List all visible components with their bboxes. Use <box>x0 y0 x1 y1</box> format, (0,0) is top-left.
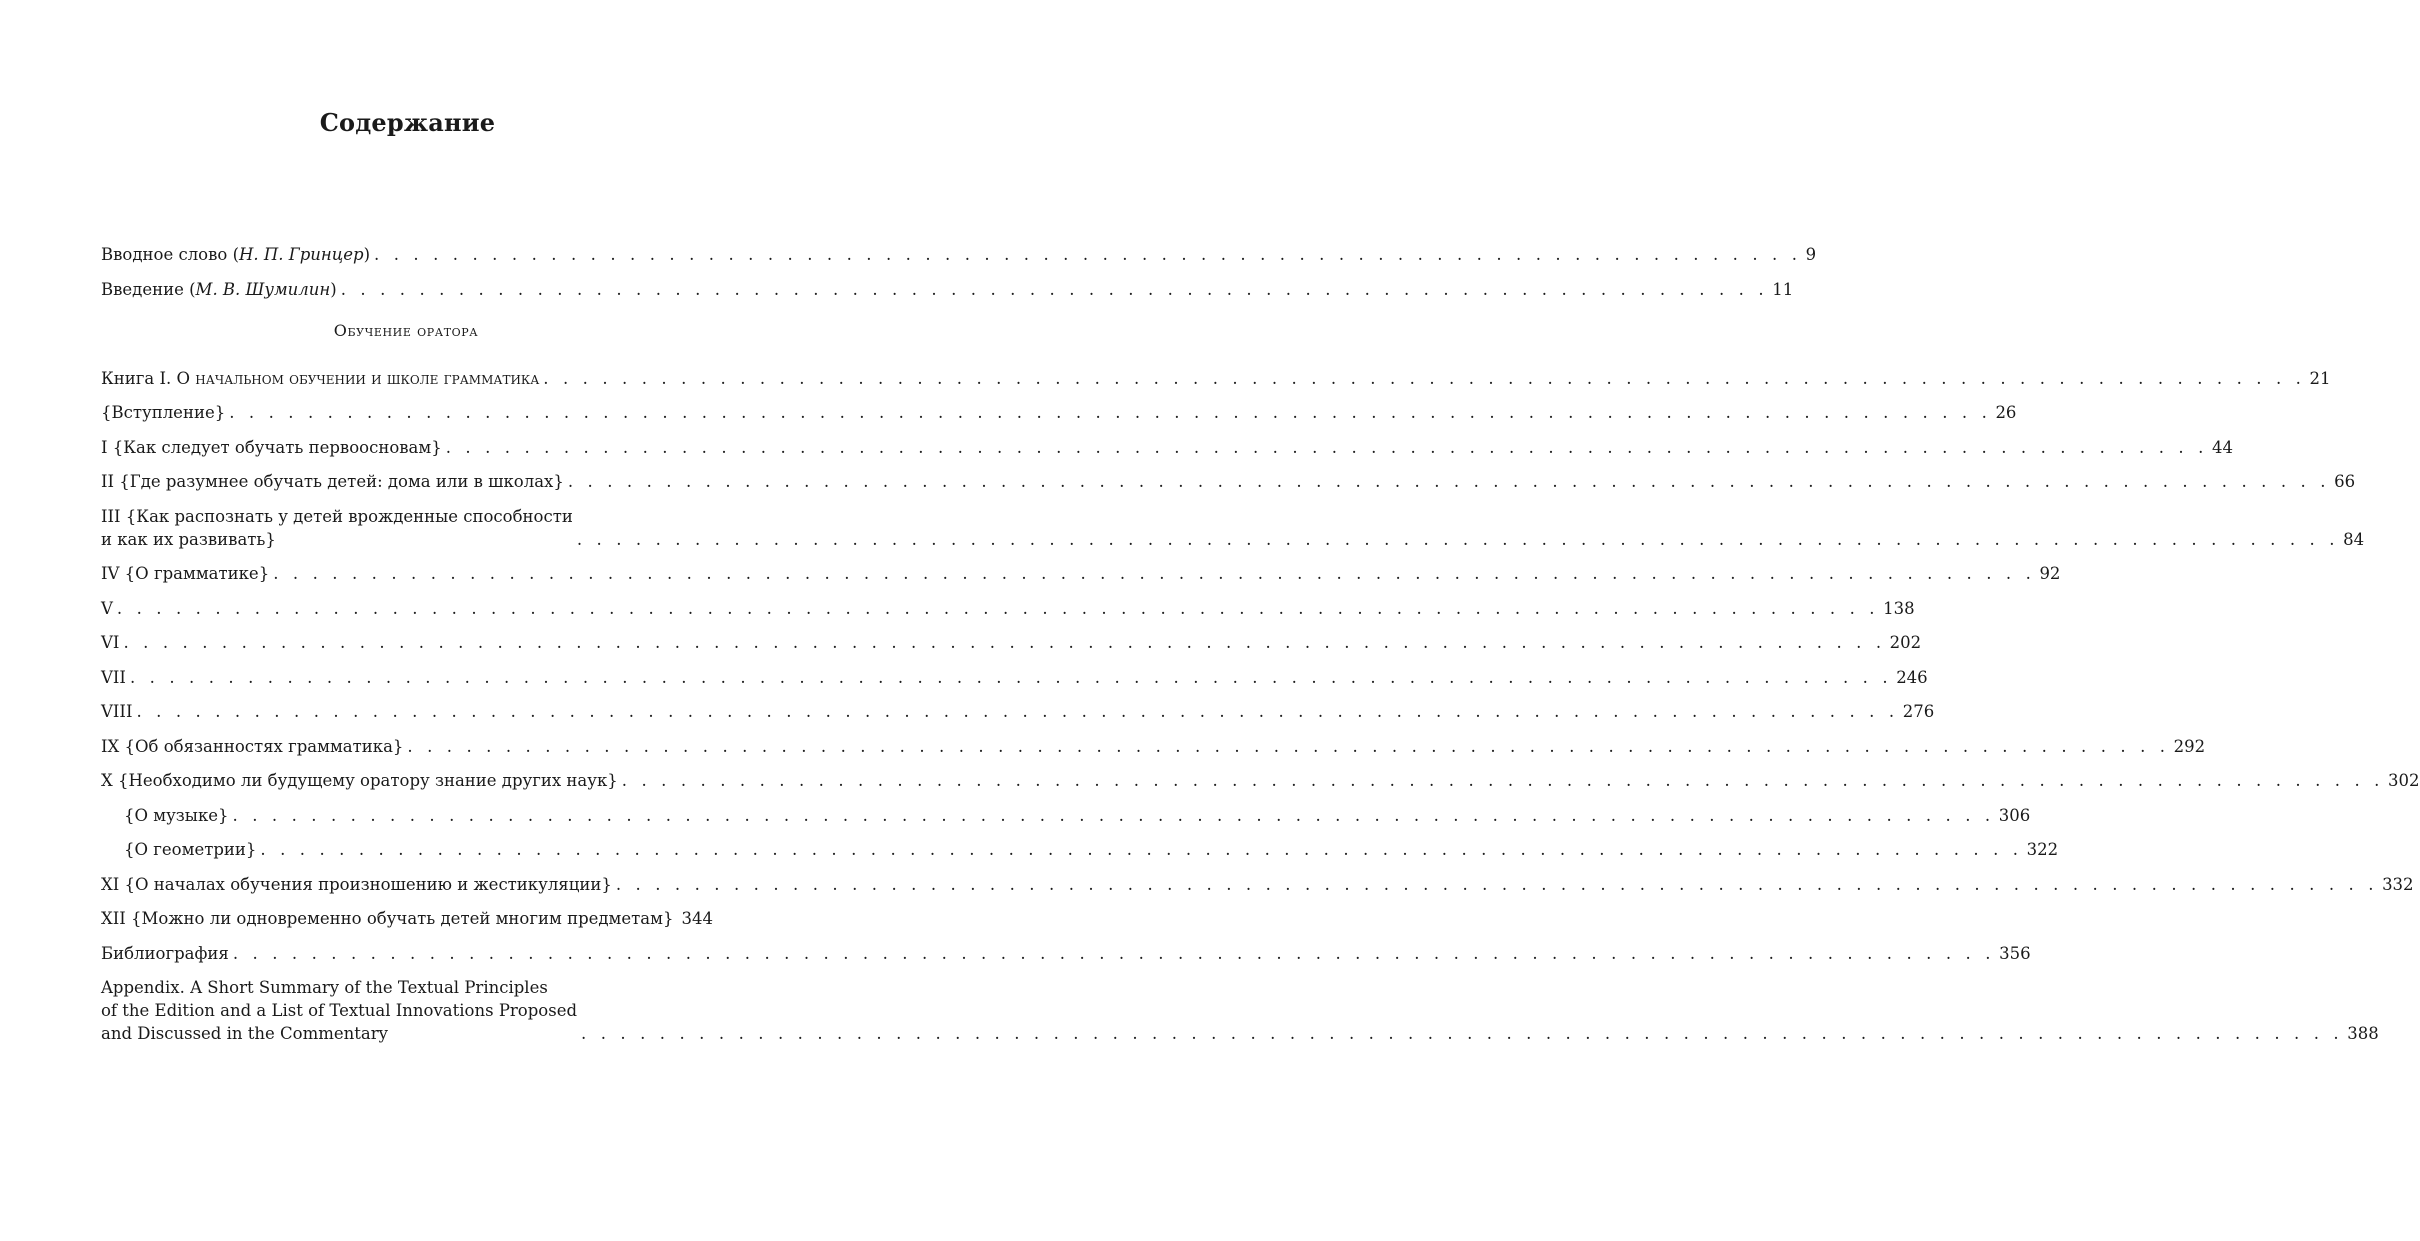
toc-entry-introduction[interactable] <box>101 278 1794 301</box>
toc-entry-page: 344 <box>681 909 713 928</box>
toc-entry-page: 84 <box>2343 529 2365 549</box>
toc-entry-page: 322 <box>2026 840 2059 859</box>
toc-entry[interactable] <box>101 976 2379 1045</box>
table-of-contents <box>101 243 2420 1057</box>
toc-entry-page: 44 <box>2211 437 2233 457</box>
toc-entry-page: 292 <box>2173 736 2206 756</box>
leader-dots: . . . . . . . . . . . . . . . . . . . . . . . . . . . . . . . . . . . . . . . . . . . . . . . . . . . . . . . . . . . . . . . . . . . . . . . . . . . . . . . . . . . . . . . . . . <box>273 564 2036 583</box>
toc-entry-label: Книга I. О начальном обучении и школе грамматика <box>101 368 540 388</box>
toc-entries <box>101 367 2420 1046</box>
toc-entry-label: I {Как следует обучать первоосновам} <box>101 437 442 457</box>
toc-entry[interactable] <box>101 367 2331 390</box>
leader-dots: . . . . . . . . . . . . . . . . . . . . . . . . . . . . . . . . . . . . . . . . . . . . . . . . . . . . . . . . . . . . . . . . . . . . . . . . . <box>374 245 1802 264</box>
toc-entry[interactable] <box>101 505 2365 551</box>
toc-entry-label: VIII <box>101 702 133 721</box>
toc-entry[interactable] <box>101 838 2059 861</box>
leader-dots: . . . . . . . . . . . . . . . . . . . . . . . . . . . . . . . . . . . . . . . . . . . . . . . . . . . . . . . . . . . . . . . . . . . . . . . . . . . . . . . . . . . . . . . . . . <box>621 771 2385 790</box>
toc-entry-page: 138 <box>1883 598 1915 618</box>
toc-entry-label: {Вступление} <box>101 403 226 422</box>
toc-entry[interactable] <box>101 666 1928 689</box>
leader-dots: . . . . . . . . . . . . . . . . . . . . . . . . . . . . . . . . . . . . . . . . . . . . . . . . . . . . . . . . . . . . . . . . . . . . . . . . . . . . . . . . . . . . . . . . . . <box>581 1024 2344 1043</box>
toc-entry[interactable] <box>101 804 2031 827</box>
toc-entry[interactable] <box>101 907 711 930</box>
toc-entry-page: 302 <box>2388 771 2420 790</box>
toc-entry-label: Библиография <box>101 943 229 963</box>
toc-entry-label: XII {Можно ли одновременно обучать детей многим предметам} <box>101 909 674 928</box>
toc-entry-page: 356 <box>1999 943 2031 963</box>
toc-entry-page: 21 <box>2309 368 2331 388</box>
toc-entry-label: VI <box>101 633 120 652</box>
toc-entry[interactable] <box>101 873 2414 896</box>
leader-dots: . . . . . . . . . . . . . . . . . . . . . . . . . . . . . . . . . . . . . . . . . . . . . . . . . . . . . . . . . . . . . . . . . . . . . . . . . . . . . . . . . . . . . . . . . . <box>136 702 1899 721</box>
toc-entry-page: 9 <box>1805 245 1817 264</box>
toc-entry-label: X {Необходимо ли будущему оратору знание других наук} <box>101 771 618 790</box>
toc-entry-label: {О музыке} <box>124 805 229 825</box>
leader-dots: . . . . . . . . . . . . . . . . . . . . . . . . . . . . . . . . . . . . . . . . . . . . . . . . . . . . . . . . . . . . . . . . . . . . . . . . . . . . . . . . . . . . . . . . . . <box>232 943 1996 963</box>
toc-entry[interactable] <box>101 597 1915 620</box>
toc-entry[interactable] <box>101 769 2420 792</box>
toc-entry-page: 332 <box>2382 874 2414 894</box>
leader-dots: . . . . . . . . . . . . . . . . . . . . . . . . . . . . . . . . . . . . . . . . . . . . . . . . . . . . . . . . . . . . . . . . . . . . . . . . . . . . . . . . . . . . . . . . . . <box>116 598 1880 618</box>
toc-entry[interactable] <box>101 631 1922 654</box>
toc-entry-page: 92 <box>2039 564 2061 583</box>
leader-dots: . . . . . . . . . . . . . . . . . . . . . . . . . . . . . . . . . . . . . . . . . . . . . . . . . . . . . . . . . . . . . . . . . . . . . . . . . . . . . . . . . . . . . . . . . . <box>129 667 1893 687</box>
toc-entry-label: {О геометрии} <box>124 840 257 859</box>
leader-dots: . . . . . . . . . . . . . . . . . . . . . . . . . . . . . . . . . . . . . . . . . . . . . . . . . . . . . . . . . . . . . . . . . . . . . . . . . . . . . . . . . . . . . . . . . . <box>260 840 2023 859</box>
toc-entry-page: 306 <box>1998 805 2031 825</box>
toc-entry-label: II {Где разумнее обучать детей: дома или в школах} <box>101 472 564 491</box>
toc-entry-page: 26 <box>1995 403 2017 422</box>
toc-entry-label: Вводное слово (Н. П. Гринцер) <box>101 245 371 264</box>
toc-entry-page: 388 <box>2347 1024 2379 1043</box>
toc-entry-page: 276 <box>1902 702 1935 721</box>
toc-entry-page: 246 <box>1896 667 1928 687</box>
toc-entry-label: Введение (М. В. Шумилин) <box>101 279 337 299</box>
page-title: Содержание <box>319 108 496 138</box>
toc-entry[interactable] <box>101 562 2061 585</box>
toc-entry[interactable] <box>101 942 2031 965</box>
toc-entry[interactable] <box>101 401 2017 424</box>
toc-entry-label: V <box>101 598 113 618</box>
toc-entry[interactable] <box>101 436 2233 459</box>
leader-dots: . . . . . . . . . . . . . . . . . . . . . . . . . . . . . . . . . . . . . . . . . . . . . . . . . . . . . . . . . . . . . . . . . . . . . . . . . . . . . . . . . . . . . . . . . . <box>543 368 2306 388</box>
toc-entry-page: 11 <box>1772 279 1794 299</box>
leader-dots: . . . . . . . . . . . . . . . . . . . . . . . . . . . . . . . . . . . . . . . . . . . . . . . . . . . . . . . . . . . . . . . . . . . . . . . . . . . . . . . . . . . . . . . . . . <box>123 633 1886 652</box>
leader-dots: . . . . . . . . . . . . . . . . . . . . . . . . . . . . . . . . . . . . . . . . . . . . . . . . . . . . . . . . . . . . . . . . . . . . . . . . . . . . . . . . . . . . . . . . . . <box>232 805 1995 825</box>
leader-dots: . . . . . . . . . . . . . . . . . . . . . . . . . . . . . . . . . . . . . . . . . . . . . . . . . . . . . . . . . . . . . . . . . . . . . . . . . . . . . . . . . . . . . . . . . . <box>445 437 2208 457</box>
toc-entry-label: Appendix. A Short Summary of the Textual Principles of the Edition and a List of Textual Innovations Proposed and Discussed in the Commentary <box>101 978 578 1043</box>
toc-entry-page: 202 <box>1889 633 1922 652</box>
toc-entry[interactable] <box>101 735 2206 758</box>
toc-entry-label: III {Как распознать у детей врожденные способности и как их развивать} <box>101 506 573 549</box>
toc-entry-label: IX {Об обязанностях грамматика} <box>101 736 404 756</box>
toc-entry-label: IV {О грамматике} <box>101 564 270 583</box>
leader-dots: . . . . . . . . . . . . . . . . . . . . . . . . . . . . . . . . . . . . . . . . . . . . . . . . . . . . . . . . . . . . . . . . . . . . . . . . . <box>340 279 1769 299</box>
toc-entry[interactable] <box>101 700 1935 723</box>
toc-entry-label: VII <box>101 667 126 687</box>
leader-dots: . . . . . . . . . . . . . . . . . . . . . . . . . . . . . . . . . . . . . . . . . . . . . . . . . . . . . . . . . . . . . . . . . . . . . . . . . . . . . . . . . . . . . . . . . . <box>615 874 2379 894</box>
leader-dots: . . . . . . . . . . . . . . . . . . . . . . . . . . . . . . . . . . . . . . . . . . . . . . . . . . . . . . . . . . . . . . . . . . . . . . . . . . . . . . . . . . . . . . . . . . <box>576 529 2340 549</box>
leader-dots: . . . . . . . . . . . . . . . . . . . . . . . . . . . . . . . . . . . . . . . . . . . . . . . . . . . . . . . . . . . . . . . . . . . . . . . . . . . . . . . . . . . . . . . . . . <box>567 472 2331 491</box>
section-heading: Обучение оратора <box>333 320 479 340</box>
leader-dots: . . . . . . . . . . . . . . . . . . . . . . . . . . . . . . . . . . . . . . . . . . . . . . . . . . . . . . . . . . . . . . . . . . . . . . . . . . . . . . . . . . . . . . . . . . <box>229 403 1992 422</box>
toc-entry-intro-word[interactable] <box>101 243 1817 266</box>
toc-entry[interactable] <box>101 470 2356 493</box>
toc-entry-page: 66 <box>2334 472 2356 491</box>
toc-entry-label: XI {О началах обучения произношению и жестикуляции} <box>101 874 612 894</box>
leader-dots: . . . . . . . . . . . . . . . . . . . . . . . . . . . . . . . . . . . . . . . . . . . . . . . . . . . . . . . . . . . . . . . . . . . . . . . . . . . . . . . . . . . . . . . . . . <box>407 736 2170 756</box>
